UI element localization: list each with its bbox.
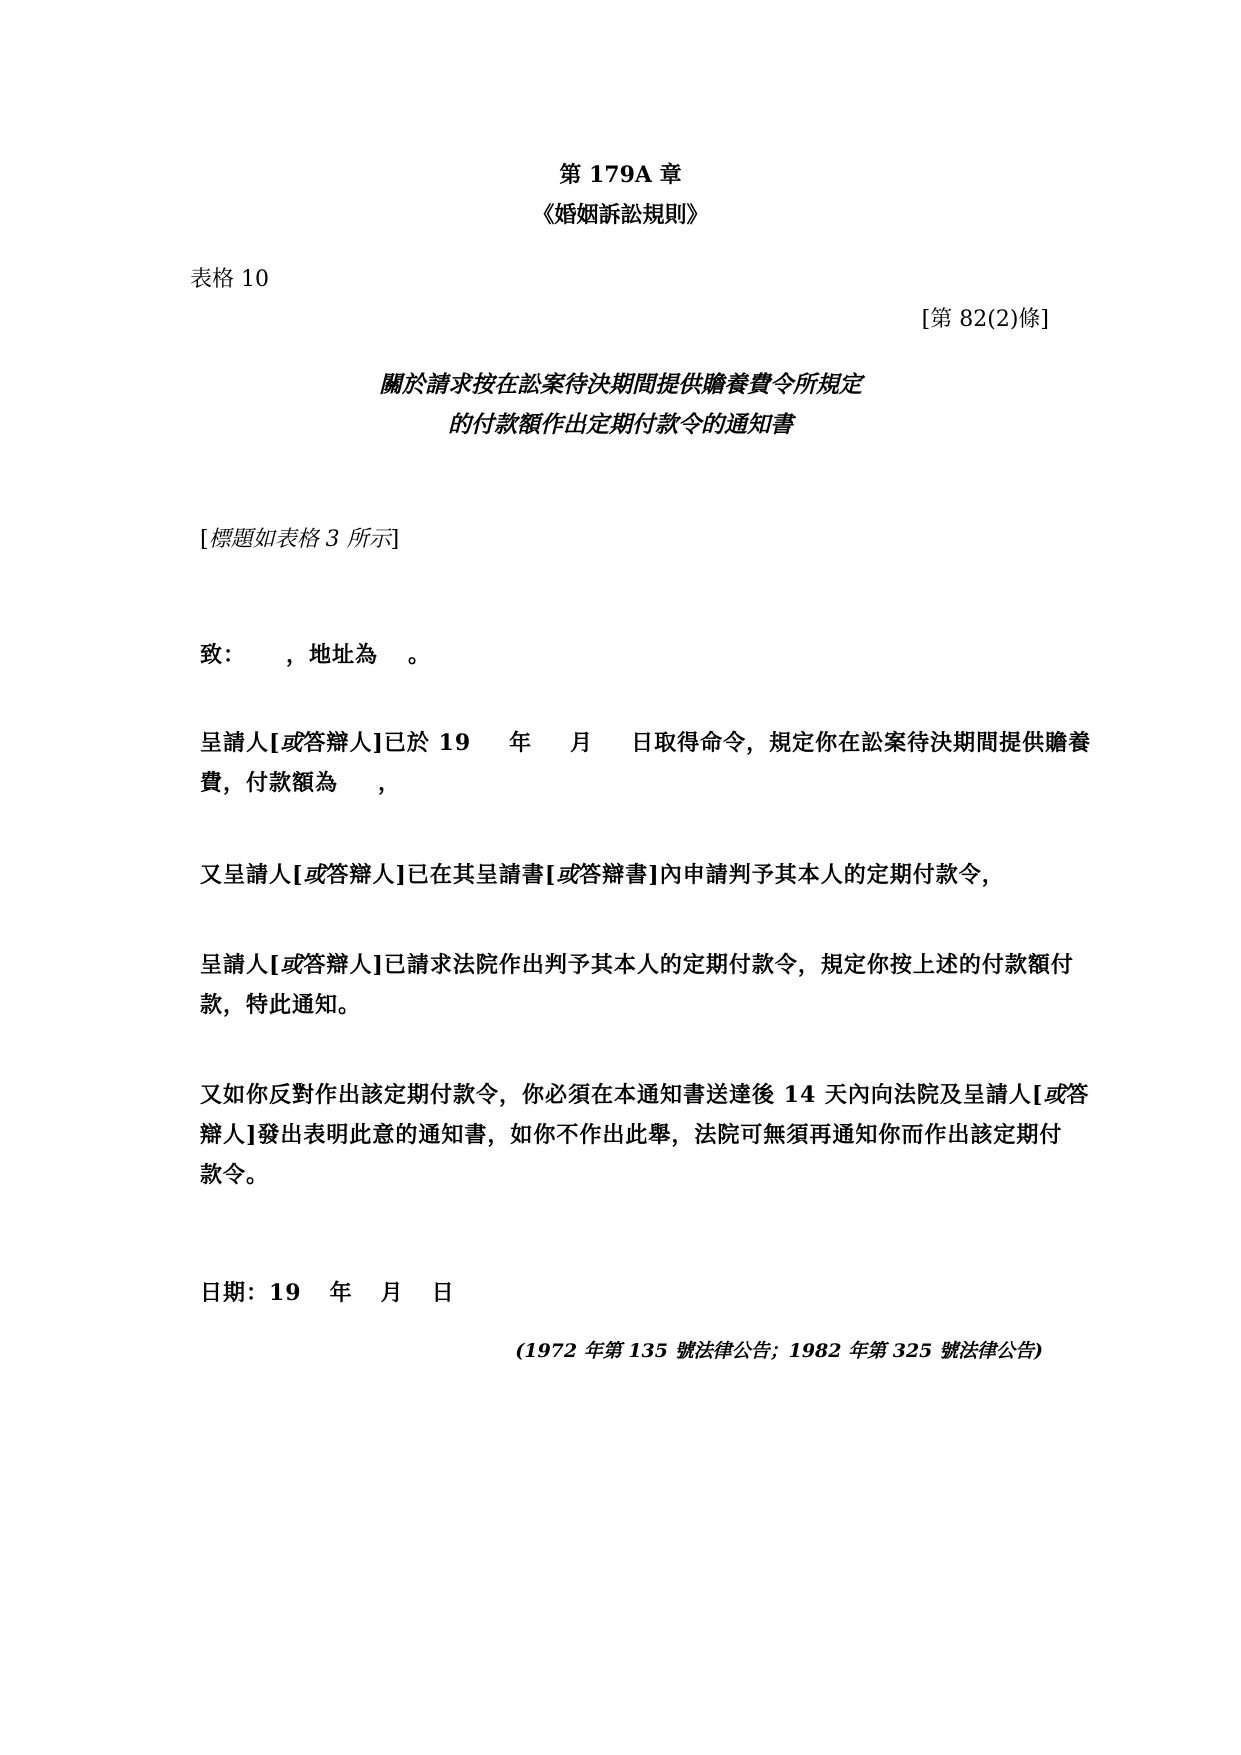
address-label: ，地址為 (286, 642, 379, 668)
notice-heading-line-2: 的付款額作出定期付款令的通知書 (448, 411, 793, 438)
notice-heading-line-1: 關於請求按在訟案待決期間提供贍養費令所規定 (379, 371, 862, 398)
date-day: 日 (431, 1280, 455, 1306)
chapter-title: 第 179A 章 (559, 162, 682, 188)
p3-text-b: 答辯人]已請求法院作出判予其本人的定期付款令，規定你按上述的付款額付 (303, 952, 1074, 978)
date-month: 月 (380, 1280, 404, 1306)
p1-text-c: 日取得命令，規定你在訟案待決期間提供贍養 (631, 730, 1092, 756)
paragraph-order-obtained (200, 723, 1092, 803)
p3-text-c: 款，特此通知。 (200, 992, 362, 1018)
p1-year: 年 (509, 730, 533, 756)
p4-text-b: 答 (1066, 1082, 1090, 1108)
title-note: [標題如表格 3 所示] (200, 527, 400, 552)
p1-text-b: 答辯人]已於 19 (303, 730, 472, 756)
p1-month: 月 (570, 730, 594, 756)
p2-or-1: 或 (303, 862, 327, 888)
p4-text-c: 辯人]發出表明此意的通知書，如你不作出此舉，法院可無須再通知你而作出該定期付 (200, 1122, 1063, 1148)
p4-text-d: 款令。 (200, 1162, 270, 1188)
paragraph-petition-application (200, 855, 1080, 895)
p2-text-a: 又呈請人[ (200, 862, 304, 888)
legislative-history-note: (1972 年第 135 號法律公告；1982 年第 325 號法律公告) (515, 1340, 1043, 1362)
p1-text-d: 費，付款額為 (200, 770, 339, 796)
title-note-text: 標題如表格 3 所示 (208, 527, 391, 552)
p2-or-2: 或 (556, 862, 580, 888)
to-prefix: 致： (200, 642, 247, 668)
addressee-end: 。 (408, 642, 432, 668)
date-year: 年 (329, 1280, 353, 1306)
p3-text-a: 呈請人[ (200, 952, 281, 978)
addressee-line (200, 635, 1080, 675)
date-prefix: 日期：19 (200, 1280, 302, 1306)
paragraph-notice-given (200, 945, 1080, 1025)
section-reference: [第 82(2)條] (921, 307, 1049, 332)
p1-text-e: ， (378, 770, 402, 796)
p4-text-a: 又如你反對作出該定期付款令，你必須在本通知書送達後 14 天內向法院及呈請人[ (200, 1082, 1044, 1108)
paragraph-objection (200, 1075, 1090, 1195)
p2-text-b: 答辯人]已在其呈請書[ (326, 862, 557, 888)
p1-or: 或 (280, 730, 304, 756)
p3-or: 或 (280, 952, 304, 978)
p4-or: 或 (1043, 1082, 1067, 1108)
form-number: 表格 10 (190, 267, 269, 292)
rules-name: 《婚姻訴訟規則》 (532, 202, 709, 228)
date-line (200, 1273, 1080, 1313)
p2-text-c: 答辯書]內申請判予其本人的定期付款令， (579, 862, 1005, 888)
p1-text-a: 呈請人[ (200, 730, 281, 756)
